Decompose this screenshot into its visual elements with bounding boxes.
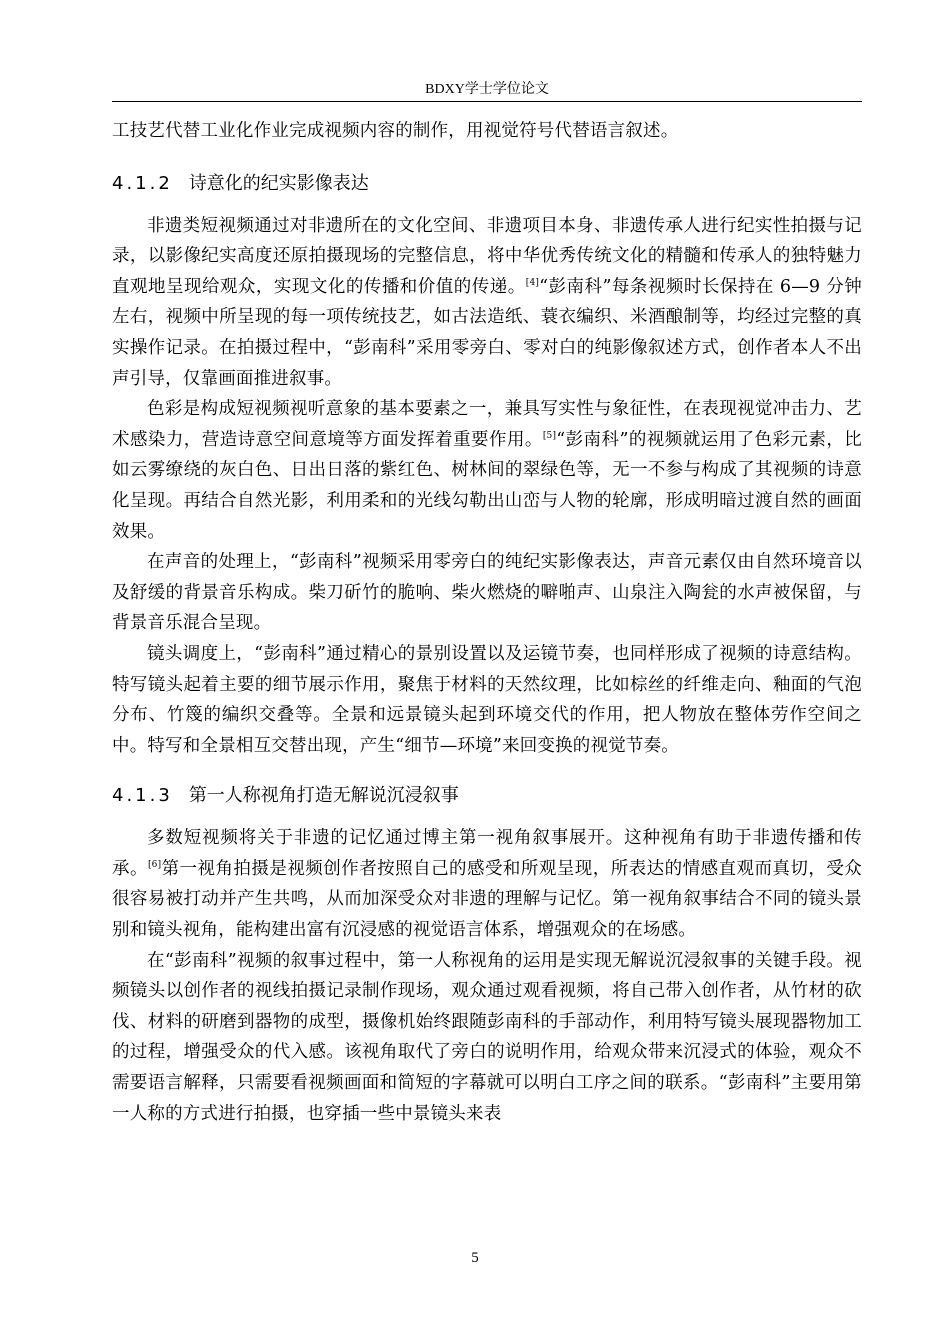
- citation-ref[interactable]: [4]: [525, 277, 540, 288]
- section-heading-4-1-2: [112, 169, 862, 199]
- header-rule: [112, 101, 862, 102]
- paragraph: [112, 394, 862, 547]
- paragraph-text: “彭南科”的视频就运用了色彩元素，比如云雾缭绕的灰白色、日出日落的紫红色、树林间的翠绿色等，无一不参与构成了其视频的诗意化呈现。再结合自然光影，利用柔和的光线勾勒出山峦与人物的轮廓，形成明暗过渡自然的画面效果。: [112, 429, 862, 542]
- paragraph: [112, 823, 862, 945]
- paragraph: [112, 211, 862, 395]
- section-title: 第一人称视角打造无解说沉浸叙事: [188, 785, 459, 807]
- citation-ref[interactable]: [6]: [147, 860, 162, 871]
- lead-paragraph: 工技艺代替工业化作业完成视频内容的制作，用视觉符号代替语言叙述。: [112, 121, 679, 141]
- paragraph-text: 第一视角拍摄是视频创作者按照自己的感受和所观呈现，所表达的情感直观而真切，受众很容易被打动并产生共鸣，从而加深受众对非遗的理解与记忆。第一视角叙事结合不同的镜头景别和镜头视角，能构建出富有沉浸感的视觉语言体系，增强观众的在场感。: [112, 858, 862, 941]
- paragraph-text: 非遗类短视频通过对非遗所在的文化空间、非遗项目本身、非遗传承人进行纪实性拍摄与记录，以影像纪实高度还原拍摄现场的完整信息，将中华优秀传统文化的精髓和传承人的独特魅力直观地呈现给观众，实现文化的传播和价值的传递。: [112, 215, 862, 297]
- paragraph-text: 多数短视频将关于非遗的记忆通过博主第一视角叙事展开。这种视角有助于非遗传播和传承。: [112, 828, 862, 879]
- section-number: 4.1.3: [112, 785, 173, 807]
- paragraph-text: 色彩是构成短视频视听意象的基本要素之一，兼具写实性与象征性，在表现视觉冲击力、艺术感染力，营造诗意空间意境等方面发挥着重要作用。: [112, 399, 862, 450]
- page-number: 5: [471, 1250, 479, 1266]
- page-body: [112, 116, 862, 1129]
- section-title: 诗意化的纪实影像表达: [188, 172, 369, 194]
- paragraph-text: “彭南科”每条视频时长保持在 6—9 分钟左右，视频中所呈现的每一项传统技艺，如古法造纸、蓑衣编织、米酒酿制等，均经过完整的真实操作记录。在拍摄过程中，“彭南科”采用零旁白、零对白的纯影像叙述方式，创作者本人不出声引导，仅靠画面推进叙事。: [112, 276, 862, 389]
- citation-ref[interactable]: [5]: [542, 430, 557, 441]
- section-heading-4-1-3: [112, 781, 862, 811]
- paragraph: 在“彭南科”视频的叙事过程中，第一人称视角的运用是实现无解说沉浸叙事的关键手段。视频镜头以创作者的视线拍摄记录制作现场，观众通过观看视频，将自己带入创作者，从竹材的砍伐、材料的研磨到器物的成型，摄像机始终跟随彭南科的手部动作，利用特写镜头展现器物加工的过程，增强受众的代入感。该视角取代了旁白的说明作用，给观众带来沉浸式的体验，观众不需要语言解释，只需要看视频画面和简短的字幕就可以明白工序之间的联系。“彭南科”主要用第一人称的方式进行拍摄，也穿插一些中景镜头来表: [112, 950, 862, 1124]
- section-number: 4.1.2: [112, 172, 173, 194]
- paragraph: 在声音的处理上，“彭南科”视频采用零旁白的纯纪实影像表达，声音元素仅由自然环境音以及舒缓的背景音乐构成。柴刀斫竹的脆响、柴火燃烧的噼啪声、山泉注入陶瓮的水声被保留，与背景音乐混合呈现。: [112, 552, 862, 634]
- running-header: BDXY学士学位论文: [425, 82, 549, 97]
- paragraph: 镜头调度上，“彭南科”通过精心的景别设置以及运镜节奏，也同样形成了视频的诗意结构。特写镜头起着主要的细节展示作用，聚焦于材料的天然纹理，比如棕丝的纤维走向、釉面的气泡分布、竹篾的编织交叠等。全景和远景镜头起到环境交代的作用，把人物放在整体劳作空间之中。特写和全景相互交替出现，产生“细节—环境”来回变换的视觉节奏。: [112, 643, 862, 756]
